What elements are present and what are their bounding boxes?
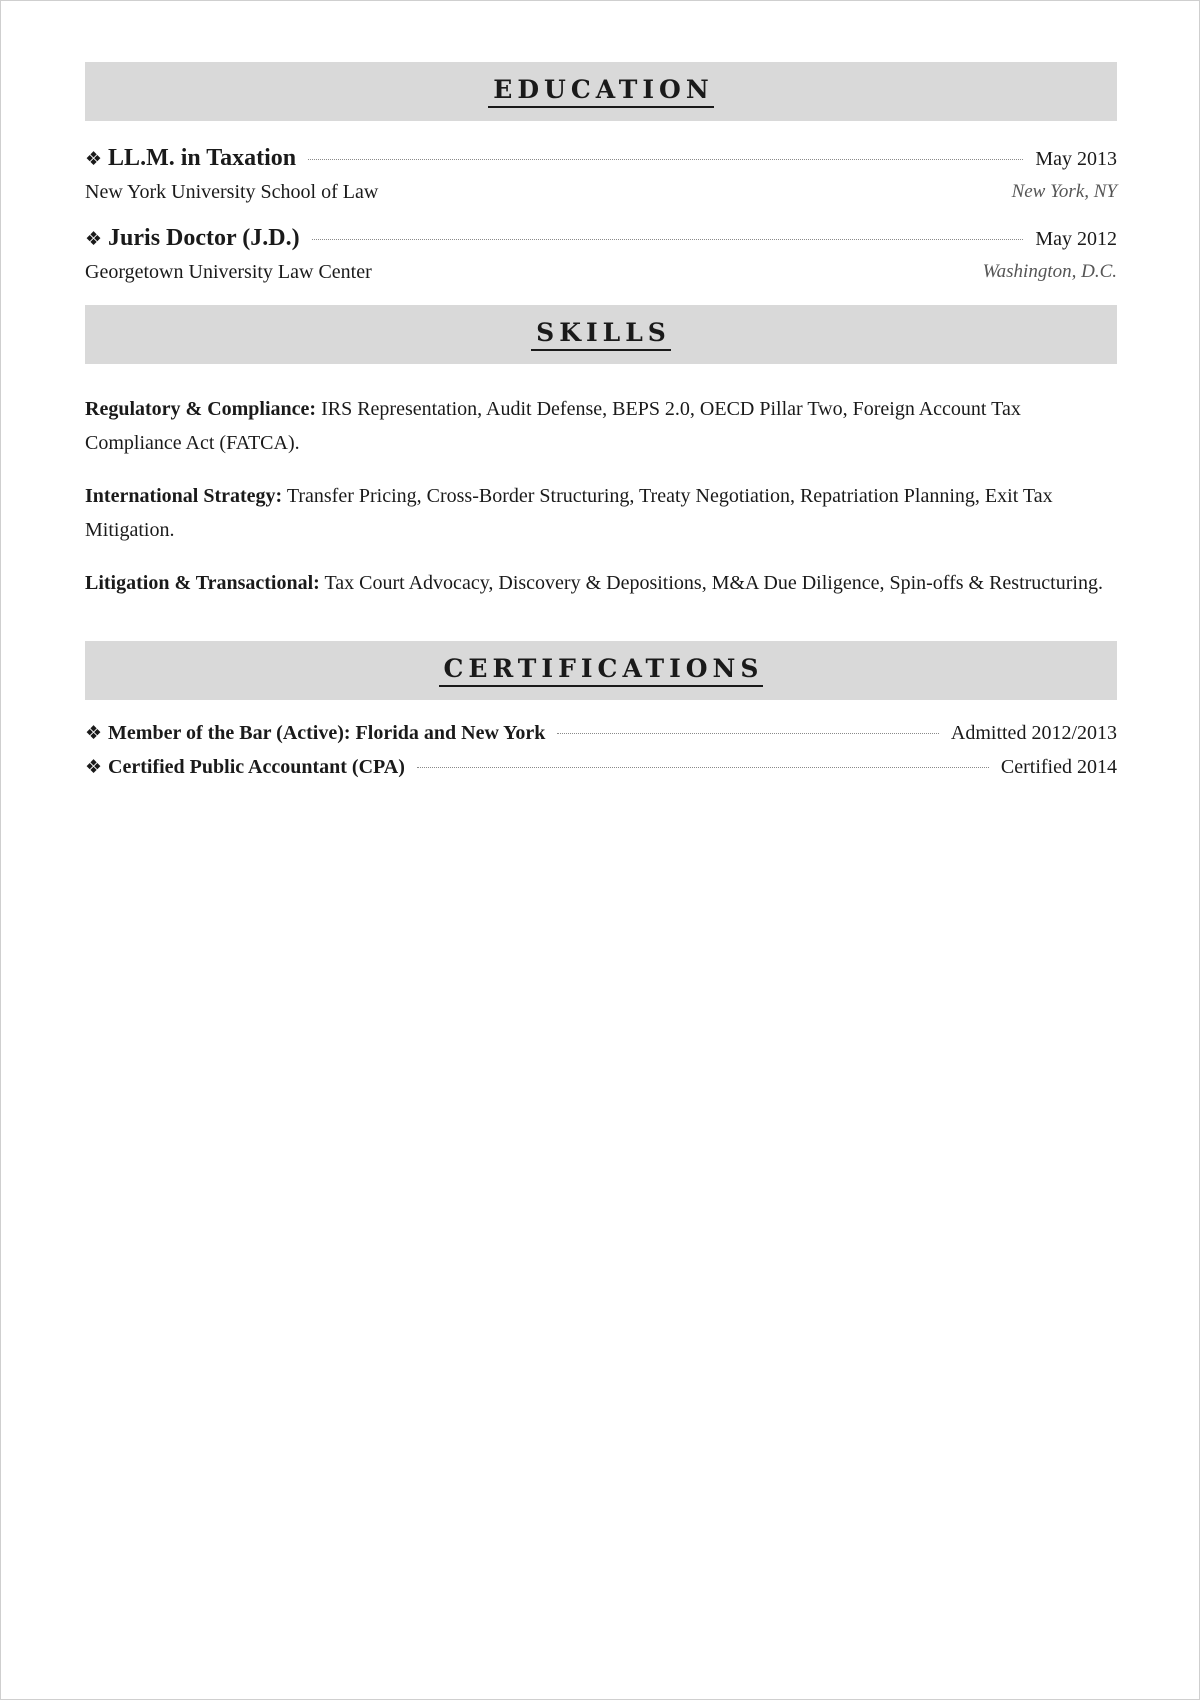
certification-item: [85, 756, 1117, 779]
degree-name: LL.M. in Taxation: [108, 145, 297, 171]
skill-item: [85, 392, 1117, 460]
dotted-leader: [557, 733, 939, 734]
school-name: New York University School of Law: [85, 181, 379, 203]
education-entry-subrow: [85, 261, 1117, 284]
education-entry: [85, 225, 1117, 284]
certifications-header: [85, 641, 1117, 700]
skills-title: SKILLS: [531, 318, 671, 351]
school-name: Georgetown University Law Center: [85, 261, 372, 283]
diamond-bullet-icon: ❖: [85, 148, 103, 170]
certification-name: [85, 722, 545, 745]
skill-text: IRS Representation, Audit Defense, BEPS 2.0, OECD Pillar Two, Foreign Account Tax Compliance Act (FATCA).: [85, 398, 1021, 454]
diamond-bullet-icon: ❖: [85, 228, 103, 250]
certifications-list: [85, 700, 1117, 779]
education-section: [85, 62, 1117, 284]
school-location: Washington, D.C.: [982, 261, 1117, 282]
degree-date: May 2013: [1035, 148, 1117, 170]
skill-category: International Strategy:: [85, 485, 283, 507]
certifications-section: [85, 641, 1117, 779]
degree-name: Juris Doctor (J.D.): [108, 225, 300, 251]
skills-list: [85, 364, 1117, 641]
school-location: New York, NY: [1011, 181, 1117, 202]
diamond-bullet-icon: ❖: [85, 722, 103, 744]
education-entry-row: [85, 145, 1117, 172]
education-header: [85, 62, 1117, 121]
certification-date: Certified 2014: [1000, 756, 1117, 778]
certification-label: Member of the Bar (Active): Florida and New York: [108, 722, 546, 744]
certifications-title: CERTIFICATIONS: [439, 654, 764, 687]
dotted-leader: [417, 767, 989, 768]
skill-category: Litigation & Transactional:: [85, 572, 320, 594]
skills-header: [85, 305, 1117, 364]
dotted-leader: [308, 159, 1023, 160]
skills-section: [85, 305, 1117, 641]
skill-item: [85, 479, 1117, 547]
certification-name: [85, 756, 405, 779]
education-title: EDUCATION: [488, 75, 713, 108]
degree-title: [85, 145, 296, 172]
education-entry: [85, 145, 1117, 204]
skill-category: Regulatory & Compliance:: [85, 398, 317, 420]
education-entry-subrow: [85, 181, 1117, 204]
certification-label: Certified Public Accountant (CPA): [108, 756, 405, 778]
degree-date: May 2012: [1035, 228, 1117, 250]
diamond-bullet-icon: ❖: [85, 756, 103, 778]
resume-content: [85, 62, 1117, 790]
skill-text: Transfer Pricing, Cross-Border Structuring, Treaty Negotiation, Repatriation Planning, Exit Tax Mitigation.: [85, 485, 1053, 541]
certification-item: [85, 722, 1117, 745]
dotted-leader: [312, 239, 1024, 240]
skill-item: [85, 566, 1117, 600]
education-entry-row: [85, 225, 1117, 252]
skill-text: Tax Court Advocacy, Discovery & Depositions, M&A Due Diligence, Spin-offs & Restructuring.: [319, 572, 1103, 594]
education-list: [85, 121, 1117, 284]
degree-title: [85, 225, 300, 252]
certification-date: Admitted 2012/2013: [950, 722, 1117, 744]
